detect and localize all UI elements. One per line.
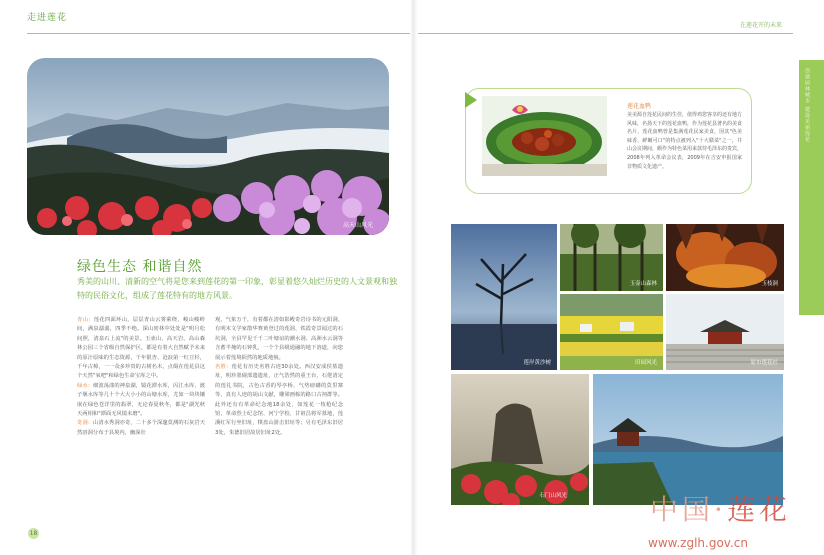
paragraph-lvshui: 细波荡漾的神泉湖，镜花潭水库，闪江水库，渡子堰水库等几十个大大小小的山塘水库，尤如一块块镶嵌在绿色苍洋里的翡翠，无论春夏秋冬，都是"湖光秋天两相和"潭面无风镜未磨"。	[77, 382, 205, 418]
dish-illustration	[482, 96, 607, 176]
watermark-part1: 中国·	[650, 493, 727, 526]
section-title: 绿色生态 和谐自然	[77, 259, 203, 275]
stone-mountain-illustration	[451, 374, 589, 505]
body-column-2	[215, 316, 343, 438]
photo-forest	[560, 224, 663, 291]
section-header-subtitle: 在莲花开的未来	[740, 22, 783, 29]
paragraph-qingshan: 莲花四面环山，层层青山云雾萦绕，峻山峻岭间，满泉潺潺，四季不绝。深山密林中处处是"明月松间照，清泉石上流"的美景。玉壶山、高天岩、高山森林公园三个省级自然保护区，都是有着大自然赋予未来的原汁原味的生态资源，千年银杏、沧浪第一红豆杉，千年古樟，一一众多珍贵的古树名木，点缀在莲花县这个天然"氧吧"和绿色生命宝库之中。	[77, 317, 205, 380]
keyword-mingsheng: 名胜：	[215, 364, 232, 371]
keyword-lvshui: 绿水：	[77, 382, 94, 389]
side-tab	[799, 60, 824, 315]
body-column-1	[77, 316, 205, 438]
book-gutter	[410, 0, 418, 555]
hero-landscape-photo	[27, 58, 389, 235]
paragraph-mingsheng: 莲花有历史名胜古迹30余处。西汉安成侯墓遗址，明珍墨砚部遗遗址，正气浩然的重王台，石佬清定的莲礼书院，古色古香的琴亭桥，气势磅礴的莫里寨等，真有人迹的胡山文献，雕梁画栋的路口古祠群等。此外还有有革命纪念地18余处，如莲花一枝枪纪念馆、革命烈士纪念馆、河宁学校、甘祖昌将军墓地，莲溪红军行坐旧址，棋盘山游击旧址等；另有毛泽东旧居3处，朱德旧居故居旧址2处。	[215, 364, 343, 436]
photo-countryside	[560, 294, 663, 370]
dish-photo	[482, 96, 607, 176]
photo-caption-5: 原市莲花社	[750, 360, 778, 366]
watermark-part2: 莲花	[726, 493, 791, 526]
side-tab-label: 创建园林城市 建设美丽莲花	[804, 68, 810, 143]
page-number: 18	[29, 530, 38, 537]
photo-pavilion	[666, 294, 784, 370]
section-header-title: 走进莲花	[27, 13, 68, 23]
lakeside-tree-illustration	[451, 224, 557, 370]
dish-title: 莲花血鸭	[627, 103, 652, 110]
paragraph-qidong: 山清水秀洞亦奇，二十多个深邃莫测的石灰岩天然溶洞分布于县境内，幽深壮	[77, 420, 205, 436]
section-intro: 秀美的山川、清新的空气将是您来到莲花的第一印象，彰显着悠久灿烂历史的人文景观和独特的民俗文化，组成了莲花特有的地方风景。	[77, 277, 397, 300]
hero-landscape-illustration	[27, 58, 389, 235]
site-watermark-url: www.zglh.gov.cn	[648, 536, 748, 550]
photo-lake-pavilion	[593, 374, 783, 505]
photo-caption-4: 田园风光	[634, 360, 657, 366]
dish-description: 美美源自莲花民间的生佳，值得鸡您客享的还有地方风味，名扬天下的莲花血鸭，作为莲花县著名的美食名片，莲花血鸭曾是集满莲花民家美食，因其"色美味香、鲜嫩可口"的特点被列入"十大赣菜"之一，井山会议期间，颇作为特色菜用来款待毛泽东的贵宾，2008年列入革命会议表，2009年在吉安申报国家非物质文化遗产。	[627, 112, 743, 170]
keyword-qingshan: 青山：	[77, 317, 94, 323]
hero-photo-credit: 高天山风光	[342, 222, 373, 229]
photo-cave	[666, 224, 784, 291]
keyword-qidong: 奇洞：	[77, 420, 94, 427]
lake-pavilion-illustration	[593, 374, 783, 505]
photo-caption-2: 玉壶山森林	[629, 281, 657, 287]
photo-lakeside-tree	[451, 224, 557, 370]
site-watermark-logo	[650, 488, 791, 528]
photo-stone-mountain	[451, 374, 589, 505]
card-pointer-icon	[465, 92, 477, 108]
photo-caption-3: 玉枝洞	[761, 281, 778, 287]
photo-caption-6: 石门山风光	[539, 493, 567, 499]
photo-caption-1: 莲岸黄沙树	[523, 360, 551, 366]
paragraph-qidong-cont: 观，气象万千，有着都在清如影殿奇岩诗书的元阳洞、有明末文学家散华赛黄登过的莲洞、铁霞奇景闻过的石坑洞，全县罕见千千二叶塘谊的潮水洞、高洲水云洞等含蓄半掩的石钟乳，一个个县级通融的地下溶道，向您展示着莲境陌然的地质地貌。	[215, 317, 343, 361]
